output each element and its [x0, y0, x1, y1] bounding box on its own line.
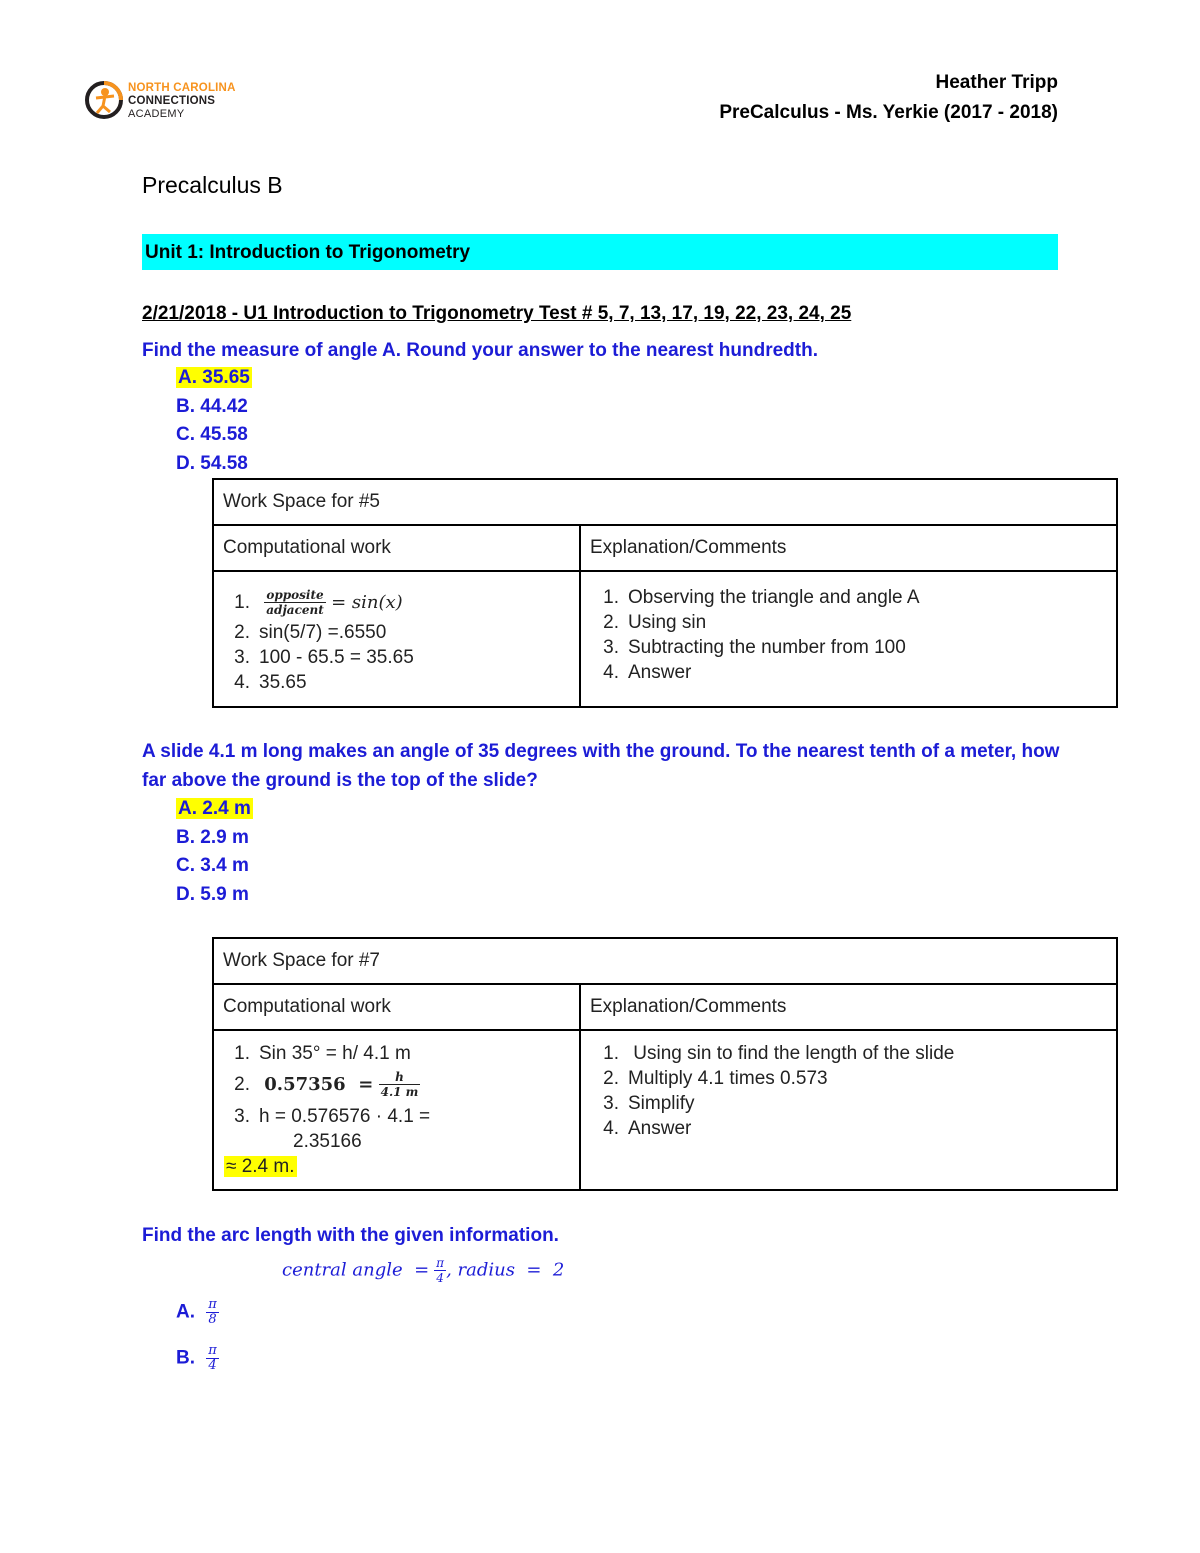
work-step: 2. 0.57356 = $\frac{h}{4.1 m}$ [234, 1070, 419, 1100]
explanation-cell [580, 571, 1117, 707]
work-step-continued: 2.35166 [293, 1131, 362, 1152]
question-5-choices [176, 364, 252, 478]
question-13-prompt: Find the arc length with the given information. [142, 1225, 559, 1246]
fraction-h-over-length: $\frac{h}{4.1 m}$ [380, 1070, 419, 1100]
question-7-choices [176, 795, 253, 909]
choice-item: C. 45.58 [176, 424, 248, 445]
explanation-step: 4. Answer [603, 662, 692, 683]
logo-text-connections: CONNECTIONS [128, 95, 216, 107]
choice-label-correct: A. 2.4 m [178, 798, 251, 819]
choice-item: D. 5.9 m [176, 883, 249, 905]
fraction-pi-over-4: $\frac{\pi}{4}$ [436, 1256, 445, 1285]
column-header-explanation: Explanation/Comments [580, 984, 1117, 1030]
fraction-pi-over-8: $\frac{\pi}{8}$ [208, 1297, 217, 1327]
work-step: 1. Sin 35° = h/ 4.1 m [234, 1043, 411, 1064]
unit-title: Unit 1: Introduction to Trigonometry [145, 242, 471, 263]
choice-item: B. $\frac{\pi}{4}$ [176, 1343, 217, 1373]
choice-item: B. 2.9 m [176, 826, 249, 848]
choice-label-correct: A. 35.65 [178, 367, 250, 388]
test-title: 2/21/2018 - U1 Introduction to Trigonometry Test # 5, 7, 13, 17, 19, 22, 23, 24, 25 [142, 303, 852, 324]
school-logo [84, 78, 254, 126]
question-5-prompt: Find the measure of angle A. Round your answer to the nearest hundredth. [142, 340, 818, 361]
computational-work-cell [213, 1030, 580, 1190]
work-step: 1. $\frac{\text{opposite}}{\text{adjacent}}$ = sin(x) [234, 588, 403, 618]
student-name: Heather Tripp [935, 72, 1058, 93]
work-step: 3. 100 - 65.5 = 35.65 [234, 647, 414, 668]
workspace-title: Work Space for #7 [213, 938, 1117, 984]
fraction-pi-over-4: $\frac{\pi}{4}$ [208, 1343, 217, 1373]
explanation-step: 1. Observing the triangle and angle A [603, 587, 920, 608]
course-title: Precalculus B [142, 172, 283, 198]
unit-banner [142, 234, 1058, 270]
course-info: PreCalculus - Ms. Yerkie (2017 - 2018) [719, 102, 1058, 123]
workspace-table-5 [212, 478, 1118, 708]
work-step: 4. 35.65 [234, 672, 307, 693]
explanation-step: 3. Subtracting the number from 100 [603, 637, 906, 658]
computational-work-cell [213, 571, 580, 707]
final-answer: ≈ 2.4 m. [226, 1156, 295, 1177]
school-logo-icon [84, 80, 124, 120]
explanation-step: 2. Using sin [603, 612, 707, 633]
column-header-computational: Computational work [213, 984, 580, 1030]
choice-item: D. 54.58 [176, 452, 248, 474]
explanation-step: 3. Simplify [603, 1093, 695, 1114]
question-7-prompt: A slide 4.1 m long makes an angle of 35 degrees with the ground. To the nearest tenth of a meter, how far above the ground is the top of the slide? [142, 741, 1060, 791]
fraction-opposite-adjacent: $\frac{\text{opposite}}{\text{adjacent}}$ [266, 588, 324, 618]
explanation-cell [580, 1030, 1117, 1190]
workspace-title: Work Space for #5 [213, 479, 1117, 525]
choice-item [176, 364, 252, 393]
choice-item: A. $\frac{\pi}{8}$ [176, 1297, 217, 1327]
work-step: 2. sin(5/7) =.6550 [234, 622, 387, 643]
choice-item: C. 3.4 m [176, 855, 249, 876]
explanation-step: 4. Answer [603, 1118, 692, 1139]
work-step: 3. h = 0.576576 · 4.1 = [234, 1106, 431, 1127]
explanation-step: 1. Using sin to find the length of the slide [603, 1043, 955, 1064]
column-header-computational: Computational work [213, 525, 580, 571]
choice-item [176, 795, 253, 824]
question-13-given: central angle = $\frac{\pi}{4}$ , radius = 2 [282, 1256, 565, 1285]
logo-text-academy: ACADEMY [128, 108, 185, 120]
explanation-step: 2. Multiply 4.1 times 0.573 [603, 1068, 828, 1089]
workspace-table-7 [212, 937, 1118, 1191]
logo-text-north-carolina: NORTH CAROLINA [128, 82, 236, 94]
column-header-explanation: Explanation/Comments [580, 525, 1117, 571]
choice-item: B. 44.42 [176, 395, 248, 417]
